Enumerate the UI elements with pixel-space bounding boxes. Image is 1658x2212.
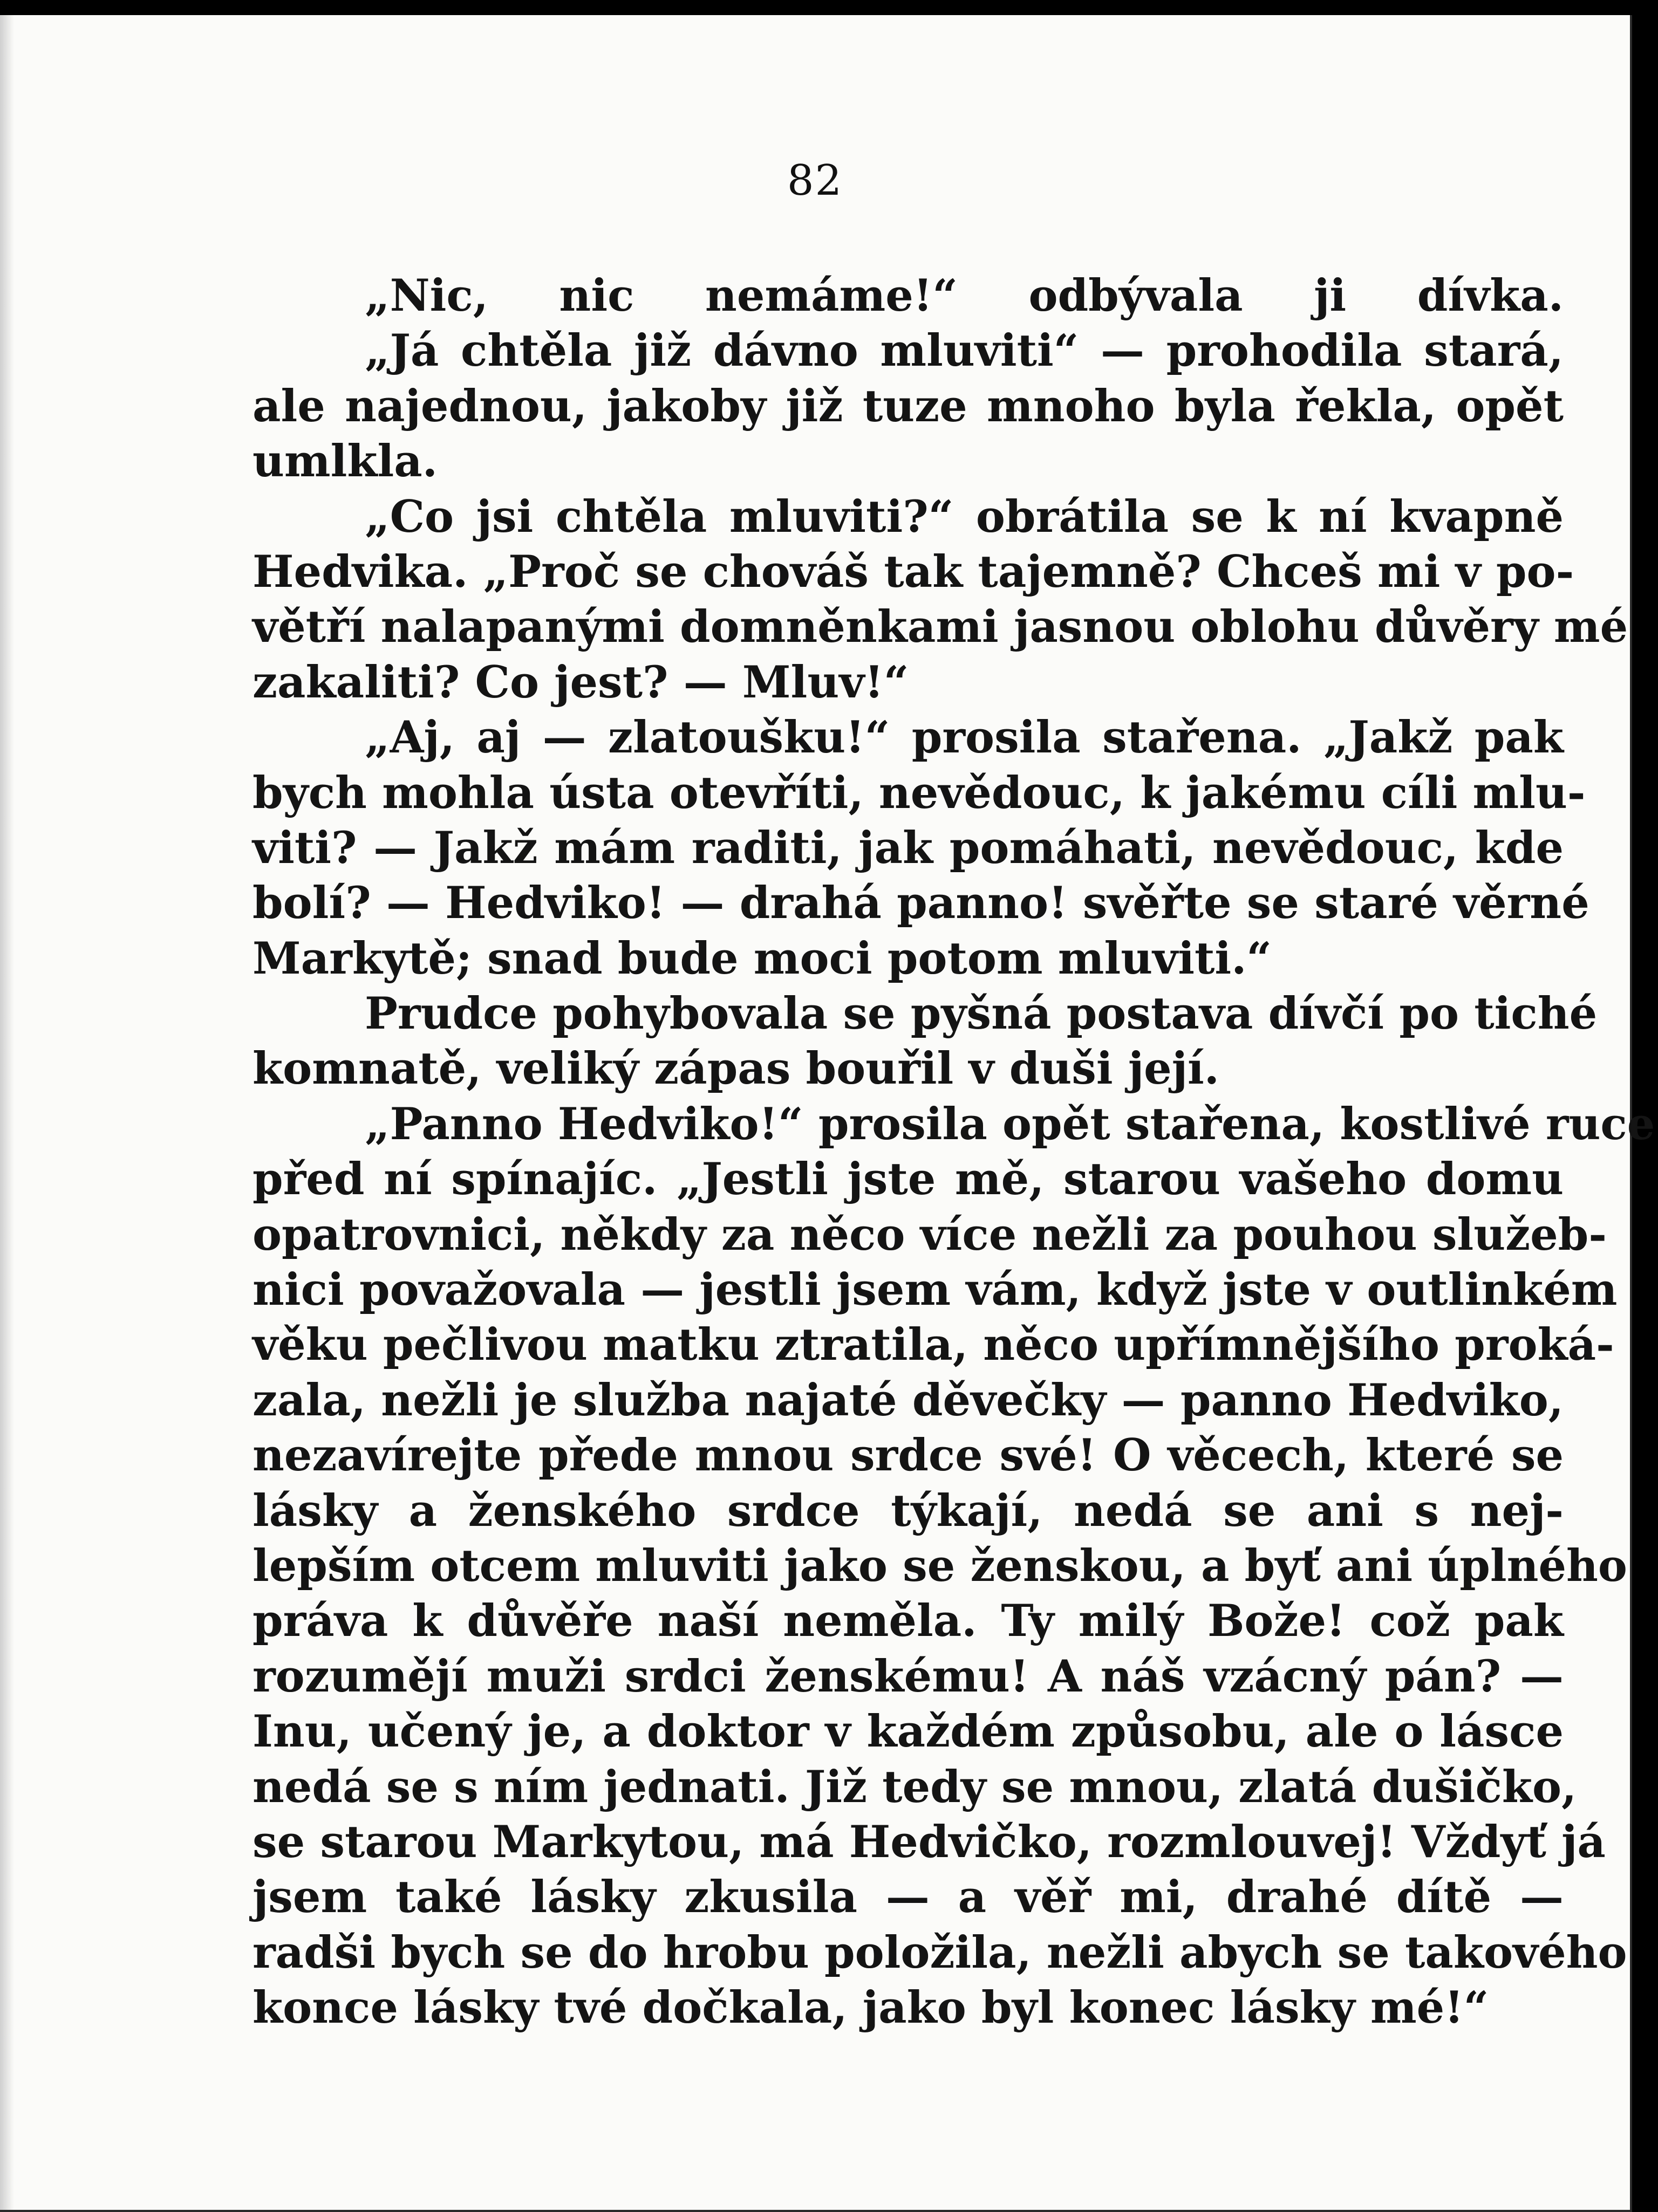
- text-line: Inu, učený je, a doktor v každém způsobu, ale o lásce: [253, 1706, 1564, 1758]
- body-text: [253, 269, 1655, 2036]
- text-line: zakaliti? Co jest? — Mluv!“: [253, 656, 909, 708]
- page-number: 82: [787, 156, 843, 205]
- text-line: věku pečlivou matku ztratila, něco upřímnějšího proká-: [253, 1319, 1614, 1371]
- text-line: práva k důvěře naší neměla. Ty milý Bože! což pak: [253, 1595, 1564, 1647]
- text-line: radši bych se do hrobu položila, nežli abych se takového: [253, 1927, 1627, 1978]
- text-line: lásky a ženského srdce týkají, nedá se ani s nej-: [253, 1485, 1564, 1537]
- text-line: zala, nežli je služba najaté děvečky — panno Hedviko,: [253, 1374, 1564, 1426]
- text-line: komnatě, veliký zápas bouřil v duši její.: [253, 1043, 1219, 1095]
- text-line: Prudce pohybovala se pyšná postava dívčí po tiché: [365, 988, 1598, 1040]
- text-line: nici považovala — jestli jsem vám, když jste v outlinkém: [253, 1264, 1618, 1316]
- book-page: [0, 15, 1655, 2212]
- text-line: se starou Markytou, má Hedvičko, rozmlouvej! Vždyť já: [253, 1816, 1606, 1868]
- text-line: „Aj, aj — zlatoušku!“ prosila stařena. „Jakž pak: [365, 712, 1564, 764]
- text-line: „Nic, nic nemáme!“ odbývala ji dívka.: [365, 270, 1564, 321]
- text-line: lepším otcem mluviti jako se ženskou, a byť ani úplného: [253, 1540, 1627, 1592]
- text-line: Hedvika. „Proč se chováš tak tajemně? Chceš mi v po-: [253, 546, 1574, 598]
- page-edge: [0, 15, 14, 2210]
- text-line: viti? — Jakž mám raditi, jak pomáhati, nevědouc, kde: [253, 822, 1564, 874]
- text-line: jsem také lásky zkusila — a věř mi, drahé dítě —: [253, 1872, 1564, 1923]
- text-line: Markytě; snad bude moci potom mluviti.“: [253, 933, 1272, 984]
- text-line: ale najednou, jakoby již tuze mnoho byla řekla, opět: [253, 380, 1564, 432]
- text-line: bych mohla ústa otevříti, nevědouc, k jakému cíli mlu-: [253, 767, 1586, 819]
- text-line: „Co jsi chtěla mluviti?“ obrátila se k ní kvapně: [365, 491, 1564, 543]
- text-line: rozumějí muži srdci ženskému! A náš vzácný pán? —: [253, 1651, 1564, 1702]
- text-line: větří nalapanými domněnkami jasnou oblohu důvěry mé: [253, 601, 1628, 653]
- text-line: konce lásky tvé dočkala, jako byl konec lásky mé!“: [253, 1982, 1489, 2034]
- text-line: umlkla.: [253, 436, 438, 488]
- text-line: před ní spínajíc. „Jestli jste mě, starou vašeho domu: [253, 1154, 1564, 1206]
- text-line: nedá se s ním jednati. Již tedy se mnou, zlatá dušičko,: [253, 1761, 1577, 1813]
- text-line: nezavírejte přede mnou srdce své! O věcech, které se: [253, 1430, 1564, 1482]
- text-line: „Panno Hedviko!“ prosila opět stařena, kostlivé ruce: [365, 1098, 1655, 1150]
- text-line: bolí? — Hedviko! — drahá panno! svěřte se staré věrné: [253, 878, 1589, 929]
- text-line: opatrovnici, někdy za něco více nežli za pouhou služeb-: [253, 1209, 1607, 1261]
- text-line: „Já chtěla již dávno mluviti“ — prohodila stará,: [365, 325, 1564, 377]
